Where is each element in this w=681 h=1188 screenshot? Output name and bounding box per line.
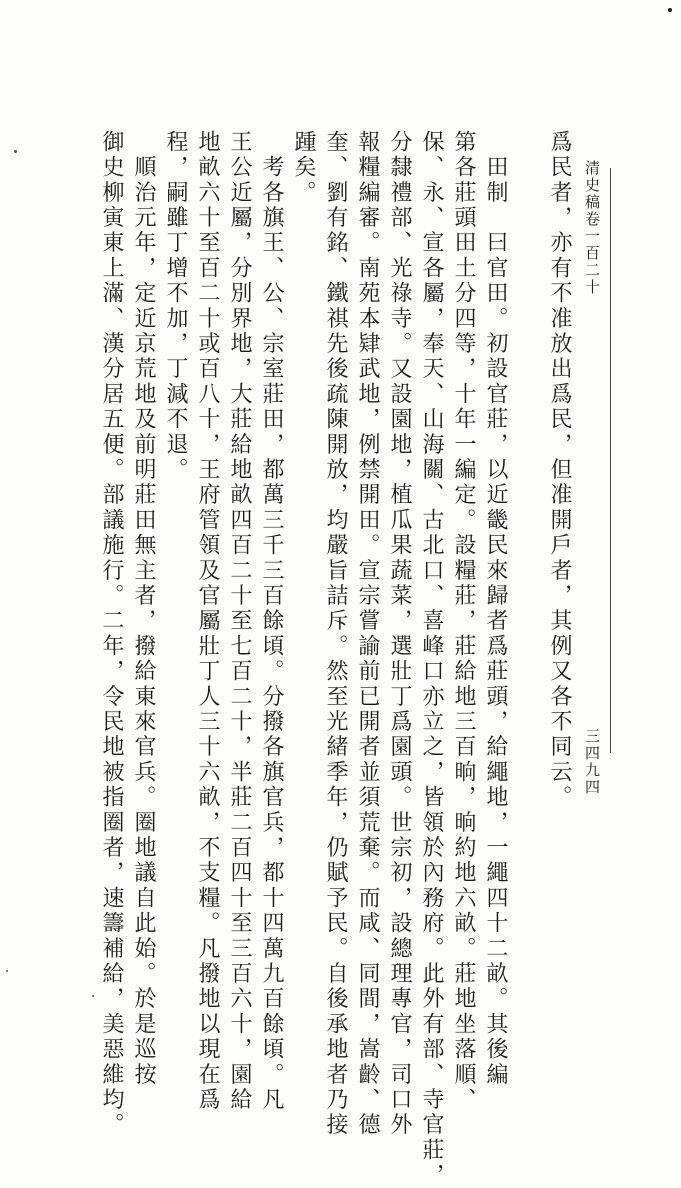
text-column: 踵矣。 [291, 130, 316, 206]
text-column: 地畝六十至百二十或百八十，王府管領及官屬壯丁人三十六畝，不支糧。凡撥地以現在爲 [195, 130, 220, 1113]
text-column: 順治元年，定近京荒地及前明莊田無主者，撥給東來官兵。圈地議自此始。於是巡按 [131, 130, 156, 1088]
running-title: 清史稿卷一百二十 [583, 160, 601, 296]
header-rule [610, 168, 611, 753]
text-column: 田制 曰官田。初設官莊，以近畿民來歸者爲莊頭，給繩地，一繩四十二畝。其後編 [483, 130, 508, 1088]
text-column: 報糧編審。南苑本肄武地，例禁開田。宣宗嘗諭前已開者並須荒棄。而咸、同間，嵩齡、德 [355, 130, 380, 1138]
scan-speck [92, 995, 94, 997]
text-column: 奎、劉有銘、鐵祺先後疏陳開放，均嚴旨詰斥。然至光緒季年，仍賦予民。自後承地者乃接 [323, 130, 348, 1138]
text-column: 保、永、宣各屬，奉天、山海關、古北口、喜峰口亦立之，皆領於內務府。此外有部、寺官莊， [419, 130, 444, 1188]
text-column: 分隸禮部、光祿寺。又設園地，植瓜果蔬菜，選壯丁爲園頭。世宗初，設總理專官，司口外 [387, 130, 412, 1138]
scan-speck [6, 970, 8, 972]
text-column: 御史柳寅東上滿、漢分居五便。部議施行。二年，令民地被指圈者，速籌補給，美惡維均。 [99, 130, 124, 1138]
scan-speck [668, 8, 672, 12]
text-column: 王公近屬，分別界地，大莊給地畝四百二十至七百二十，半莊二百四十至三百六十，園給 [227, 130, 252, 1113]
text-column: 考各旗王、公、宗室莊田，都萬三千三百餘頃。分撥各旗官兵，都十四萬九百餘頃。凡 [259, 130, 284, 1113]
text-column: 程，嗣雖丁增不加，丁減不退。 [163, 130, 188, 483]
page-number: 三四九四 [583, 728, 601, 796]
text-column: 爲民者，亦有不准放出爲民，但准開戶者，其例又各不同云。 [547, 130, 572, 811]
text-column: 第各莊頭田土分四等，十年一編定。設糧莊，莊給地三百晌，晌約地六畝。莊地坐落順、 [451, 130, 476, 1113]
scan-speck [14, 150, 17, 153]
